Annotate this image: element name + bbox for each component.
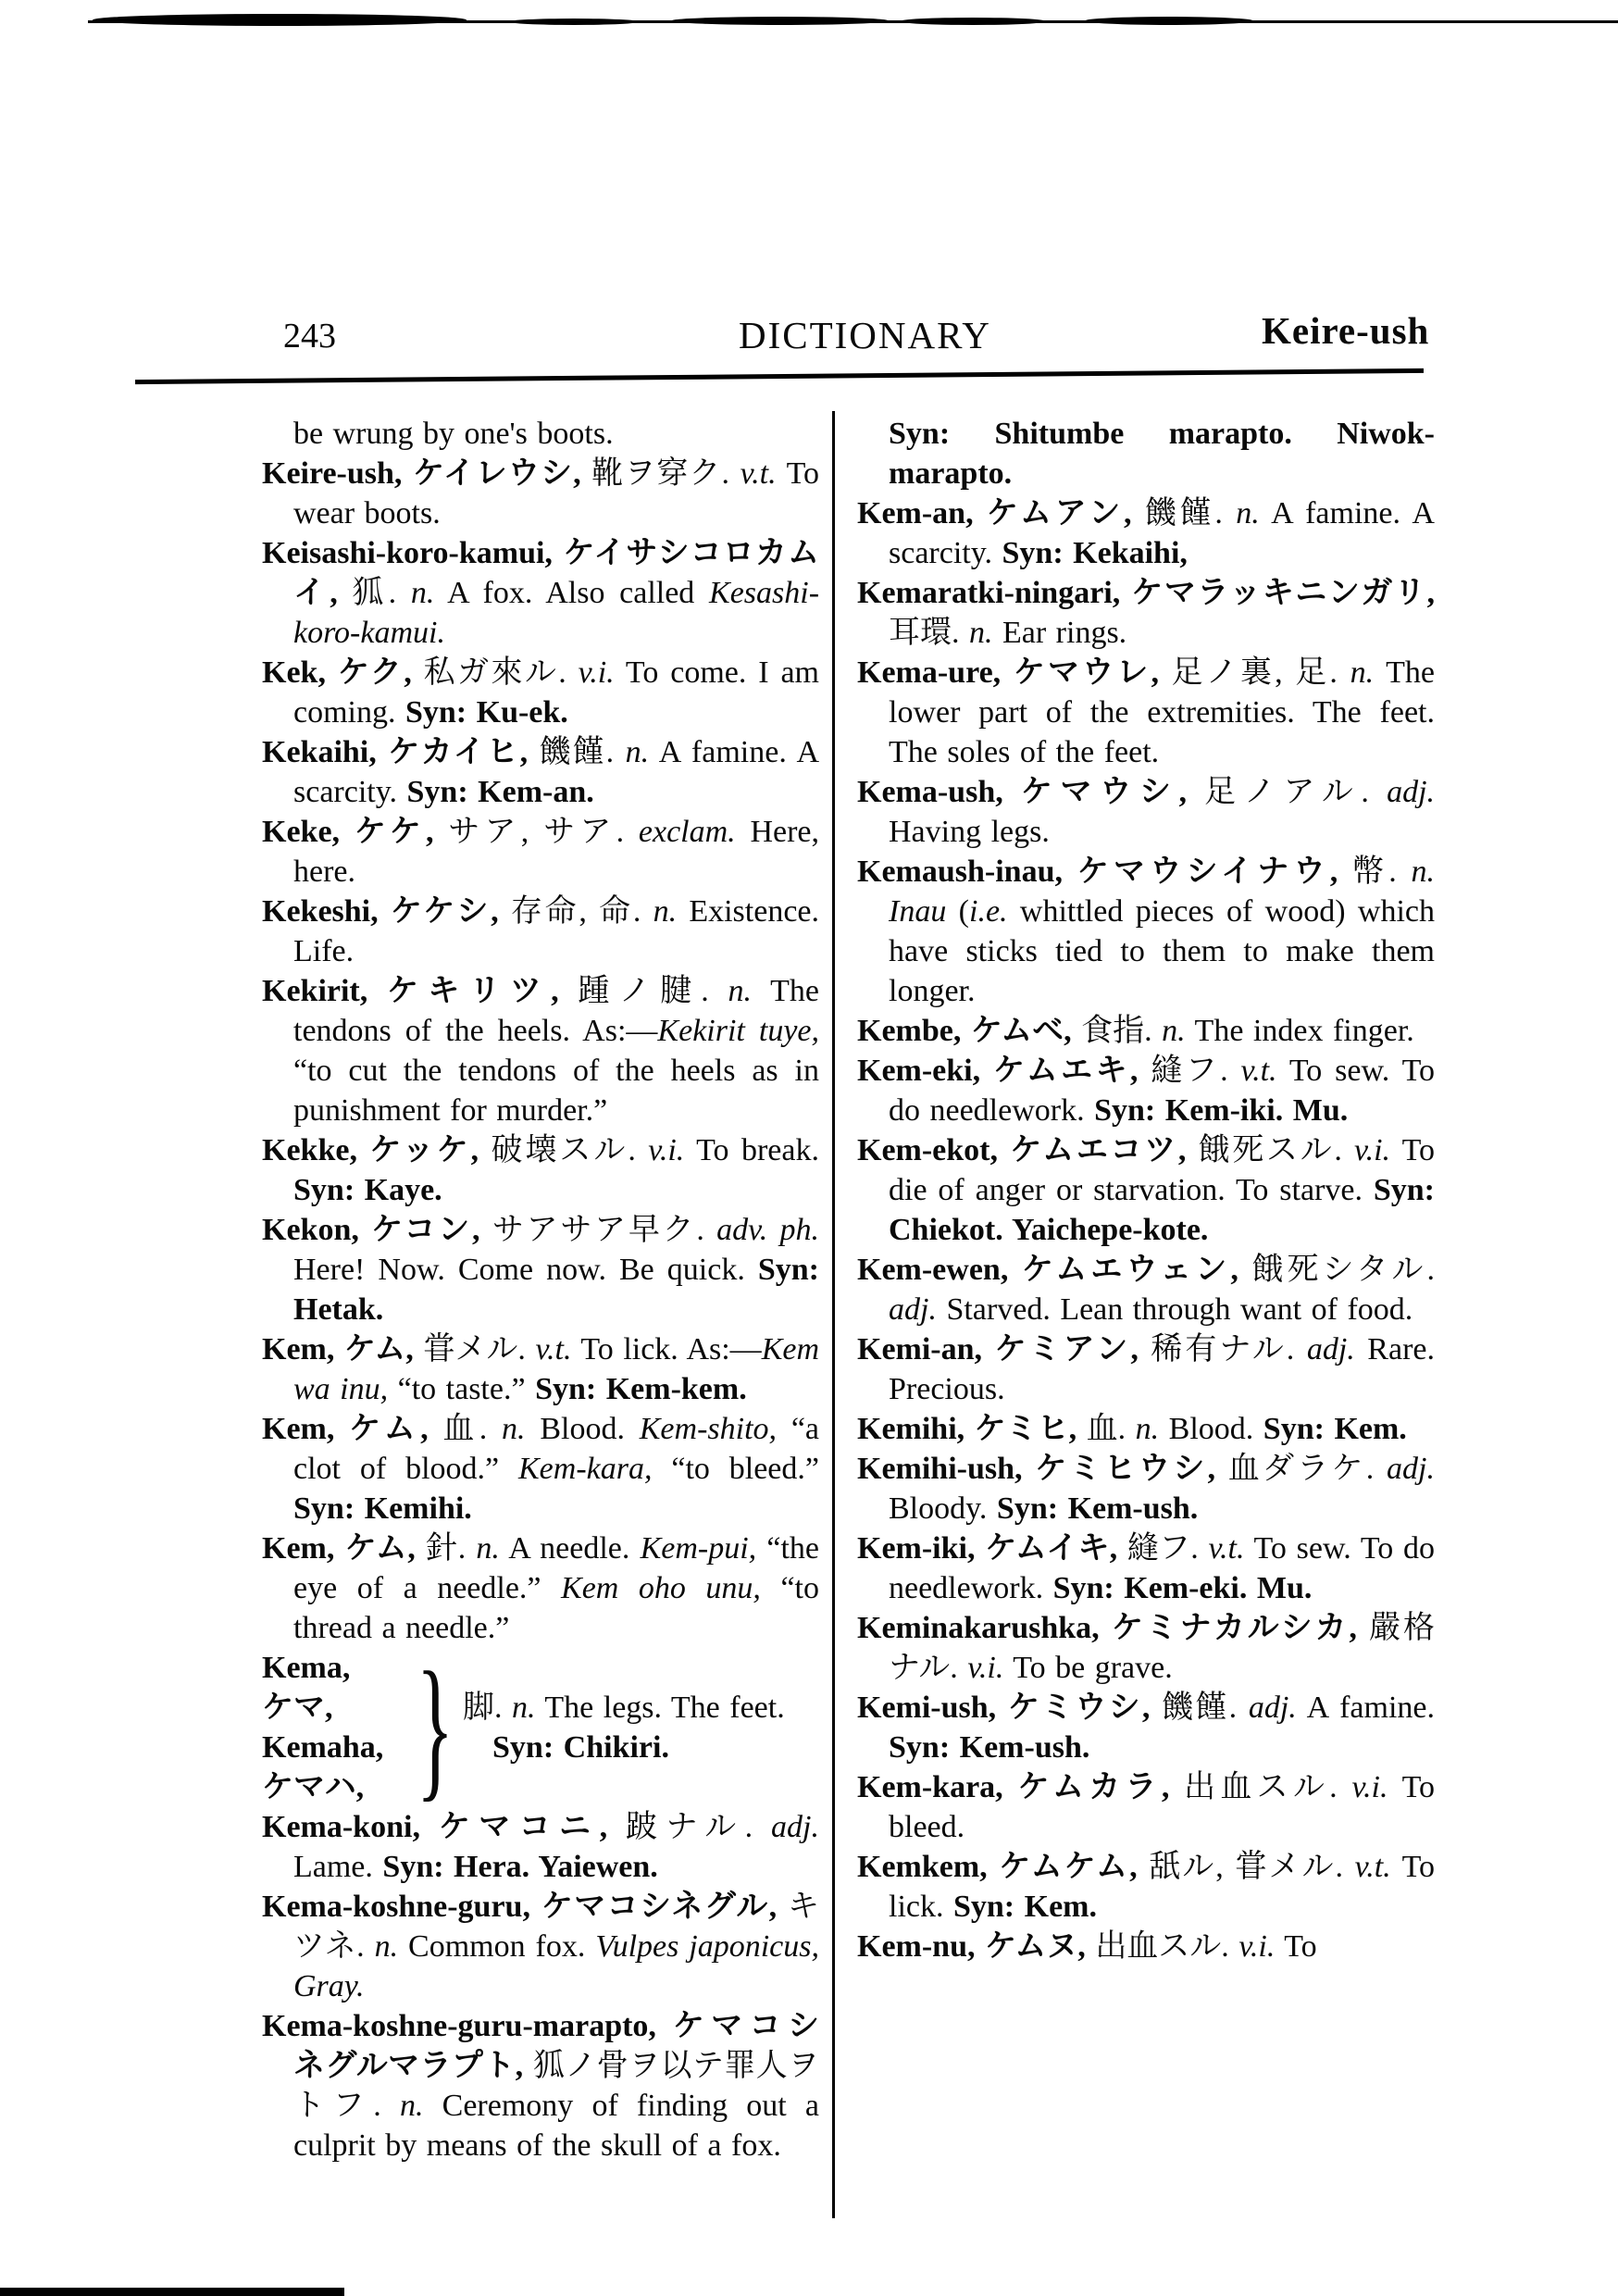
entry-text: 存命, 命. xyxy=(498,894,653,929)
entry-text: A famine. xyxy=(1296,1691,1435,1725)
entry-text: The index finger. xyxy=(1185,1014,1414,1048)
entry-text: 饑饉. xyxy=(1131,496,1237,530)
entry-text: “to thread a needle.” xyxy=(293,1571,819,1645)
scan-artifact-bottom xyxy=(0,2288,344,2296)
entry-text: “to taste.” xyxy=(388,1372,536,1406)
entry-text: 血. xyxy=(1077,1412,1136,1446)
entry-bold-text: ケマウレ, xyxy=(1013,655,1159,690)
entry-text: To lick. As:— xyxy=(571,1332,762,1366)
entry-bold-text: Kem-an, xyxy=(857,496,987,530)
entry-text: Blood. xyxy=(1159,1412,1263,1446)
entry-italic-text: adj. xyxy=(889,1292,937,1327)
entry-bold-text: ケムエキ, xyxy=(993,1054,1139,1088)
entry-italic-text: v.i. xyxy=(1354,1133,1391,1167)
scan-artifact-top-blob xyxy=(93,14,467,26)
entry-text: Here, here. xyxy=(293,815,819,889)
dictionary-entry xyxy=(857,1130,1435,1250)
entry-bold-text: ケカイヒ, xyxy=(388,735,529,769)
entry-italic-text: n. xyxy=(969,616,993,650)
entry-text: 饑饉. xyxy=(1150,1691,1249,1725)
entry-italic-text: v.t. xyxy=(1354,1850,1391,1884)
entry-bold-text: Kem-ekot, xyxy=(857,1133,1011,1167)
entry-text: 舐ル, 甞メル. xyxy=(1137,1850,1355,1884)
entry-text: A fox. Also called xyxy=(434,576,710,610)
scan-artifact-top-blob xyxy=(900,18,1046,25)
entry-italic-text: Inau xyxy=(889,894,947,929)
entry-line xyxy=(463,1688,819,1728)
entry-text: Ceremony of finding out a culprit by means of the skull of a fox. xyxy=(293,2089,820,2163)
entry-italic-text: v.t. xyxy=(740,456,777,491)
entry-text: To sew. To do needlework. xyxy=(889,1054,1435,1128)
entry-italic-text: v.i. xyxy=(1238,1929,1276,1964)
entry-italic-text: n. xyxy=(399,2089,424,2123)
dictionary-entry xyxy=(857,1608,1435,1688)
entry-bold-text: Kek, xyxy=(262,655,338,690)
entry-text: 私ガ來ル. xyxy=(411,655,579,690)
entry-bold-text: Syn: Hera. Yaiewen. xyxy=(382,1850,658,1884)
entry-line xyxy=(463,1728,819,1767)
entry-bold-text: ケミアン, xyxy=(994,1332,1139,1366)
entry-text: whittled pieces of wood) which have sticks tied to them to make them longer. xyxy=(889,894,1436,1008)
entry-text: 耳環. xyxy=(889,616,969,650)
entry-bold-text: Kem, xyxy=(262,1332,344,1366)
dictionary-entry xyxy=(262,1329,819,1409)
entry-text: 狐ノ骨ヲ以テ罪人ヲトフ. xyxy=(293,2049,820,2123)
entry-italic-text: Kem oho unu, xyxy=(561,1571,761,1605)
entry-bold-text: Kembe, xyxy=(857,1014,971,1048)
entry-italic-text: n. xyxy=(1236,496,1260,530)
entry-italic-text: Kem-kara, xyxy=(518,1452,653,1486)
entry-text: “the eye of a needle.” xyxy=(293,1531,819,1605)
entry-text: To be grave. xyxy=(1003,1651,1173,1685)
entry-text: Having legs. xyxy=(889,815,1050,849)
entry-italic-text: v.t. xyxy=(1240,1054,1277,1088)
entry-bold-text: ケク, xyxy=(337,655,412,690)
entry-italic-text: n. xyxy=(653,894,678,929)
entry-text: A needle. xyxy=(499,1531,641,1566)
entry-bold-text: Kekeshi, xyxy=(262,894,391,929)
entry-bold-text: ケムケム, xyxy=(999,1850,1138,1884)
entry-text: A famine. A scarcity. xyxy=(889,496,1435,570)
entry-bold-text: Kem-kara, xyxy=(857,1770,1018,1804)
entry-text: The lower part of the extremities. The feet. The soles of the feet. xyxy=(889,655,1435,769)
entry-italic-text: v.i. xyxy=(578,655,615,690)
entry-bold-text: ケキリツ, xyxy=(387,974,559,1008)
entry-bold-text: Kekke, xyxy=(262,1133,370,1167)
entry-text: 跛ナル. xyxy=(607,1810,772,1844)
guide-word: Keire-ush xyxy=(1262,309,1430,352)
entry-text: 出血スル. xyxy=(1169,1770,1352,1804)
column-divider xyxy=(832,411,835,2218)
dictionary-entry xyxy=(857,1767,1435,1847)
entry-bold-text: ケムヌ, xyxy=(985,1929,1086,1964)
entry-italic-text: n. xyxy=(374,1929,399,1964)
entry-bold-text: ケムエコツ, xyxy=(1010,1133,1187,1167)
entry-bold-text: Syn: Kem-eki. Mu. xyxy=(1052,1571,1313,1605)
entry-text: A famine. A scarcity. xyxy=(293,735,819,809)
entry-italic-text: adj. xyxy=(1387,775,1436,809)
entry-text: Ear rings. xyxy=(992,616,1127,650)
entry-bold-text: ケッケ, xyxy=(369,1133,479,1167)
entry-bold-text: Kem-nu, xyxy=(857,1929,985,1964)
dictionary-entry xyxy=(857,1250,1435,1329)
headword: ケマハ, xyxy=(262,1770,365,1804)
entry-bold-text: ケマコシネグルマラプト, xyxy=(293,2009,819,2083)
entry-bold-text: ケム, xyxy=(344,1531,416,1566)
entry-bold-text: Syn: Chikiri. xyxy=(492,1730,669,1765)
entry-text: To break. xyxy=(684,1133,819,1167)
dictionary-entry xyxy=(857,852,1435,1011)
entry-text: To bleed. xyxy=(889,1770,1436,1844)
entry-text: Bloody. xyxy=(889,1491,997,1526)
entry-italic-text: n. xyxy=(1162,1014,1186,1048)
entry-bold-text: Syn: Hetak. xyxy=(293,1253,819,1327)
dictionary-entry xyxy=(262,1409,819,1529)
entry-text: 嚴格ナル. xyxy=(889,1611,1435,1685)
entry-bold-text: ケマウシ, xyxy=(1020,775,1187,809)
entry-italic-text: adj. xyxy=(1248,1691,1297,1725)
entry-bold-text: Syn: Kem-an. xyxy=(406,775,594,809)
dictionary-entry xyxy=(857,1449,1435,1529)
entry-bold-text: Kem, xyxy=(262,1531,345,1566)
entry-italic-text: Kem-shito, xyxy=(639,1412,778,1446)
entry-bold-text: ケマコニ, xyxy=(438,1810,608,1844)
dictionary-entry xyxy=(262,1529,819,1648)
entry-italic-text: adj. xyxy=(771,1810,819,1844)
entry-bold-text: Syn: Shitumbe marapto. Niwok-marapto. xyxy=(889,417,1435,491)
entry-bold-text: ケムベ, xyxy=(970,1014,1072,1048)
entry-text: 血. xyxy=(428,1412,503,1446)
entry-italic-text: n. xyxy=(728,974,752,1008)
entry-italic-text: n. xyxy=(476,1531,500,1566)
entry-text: Rare. Precious. xyxy=(889,1332,1435,1406)
entry-text: 針. xyxy=(415,1531,477,1566)
entry-continuation xyxy=(857,414,1435,493)
entry-text: To come. I am coming. xyxy=(293,655,819,730)
dictionary-entry xyxy=(857,1847,1435,1927)
entry-continuation xyxy=(262,414,819,454)
entry-italic-text: n. xyxy=(410,576,435,610)
entry-bold-text: ケムカラ, xyxy=(1017,1770,1170,1804)
entry-bold-text: Kema-koshne-guru-marapto, xyxy=(262,2009,673,2043)
dictionary-entry xyxy=(857,1011,1435,1051)
entry-bold-text: Kemi-an, xyxy=(857,1332,995,1366)
entry-text: “to cut the tendons of the heels as in punishment for murder.” xyxy=(293,1054,819,1128)
dictionary-entry xyxy=(857,573,1435,653)
entry-italic-text: v.i. xyxy=(648,1133,685,1167)
entry-italic-text: i.e. xyxy=(969,894,1008,929)
entry-text: Lame. xyxy=(293,1850,383,1884)
entry-text: 餓死スル. xyxy=(1186,1133,1355,1167)
entry-text: 餓死シタル. xyxy=(1238,1253,1435,1287)
dictionary-entry xyxy=(262,2006,819,2165)
headword: Kemaha, xyxy=(262,1730,384,1765)
entry-bold-text: Kekon, xyxy=(262,1213,372,1247)
entry-bold-text: Kem, xyxy=(262,1412,350,1446)
entry-text: Existence. Life. xyxy=(293,894,820,968)
entry-text: 踵ノ腱. xyxy=(558,974,728,1008)
entry-italic-text: Kem-pui, xyxy=(640,1531,757,1566)
entry-bold-text: Kemihi-ush, xyxy=(857,1452,1036,1486)
entry-bold-text: ケミヒウシ, xyxy=(1035,1452,1216,1486)
entry-italic-text: adv. ph. xyxy=(716,1213,820,1247)
entry-italic-text: exclam. xyxy=(638,815,736,849)
entry-italic-text: Kekirit tuye, xyxy=(657,1014,819,1048)
entry-text: 狐. xyxy=(337,576,411,610)
entry-bold-text: Keminakarushka, xyxy=(857,1611,1113,1645)
entry-text: “to bleed.” xyxy=(652,1452,819,1486)
entry-text: 足ノ裏, 足. xyxy=(1158,655,1350,690)
entry-text: 出血スル. xyxy=(1085,1929,1239,1964)
dictionary-entry xyxy=(857,1329,1435,1409)
entry-text: 幣. xyxy=(1338,855,1412,889)
entry-bold-text: Kemkem, xyxy=(857,1850,1000,1884)
entry-italic-text: n. xyxy=(1411,855,1435,889)
entry-text: Common fox. xyxy=(398,1929,596,1964)
entry-bold-text: Kema-ure, xyxy=(857,655,1014,690)
entry-bold-text: Syn: Kekaihi, xyxy=(1002,536,1188,570)
entry-text: To xyxy=(1275,1929,1317,1964)
entry-text: 靴ヲ穿ク. xyxy=(580,456,741,491)
entry-text: 甞メル. xyxy=(413,1332,536,1366)
dictionary-entry xyxy=(262,454,819,533)
headword: Kema, xyxy=(262,1651,351,1685)
entry-italic-text: n. xyxy=(625,735,650,769)
entry-bold-text: Syn: Kem. xyxy=(952,1890,1097,1924)
dictionary-entry xyxy=(857,1409,1435,1449)
entry-text: The legs. The feet. xyxy=(535,1691,785,1725)
entry-bold-text: Kem-iki, xyxy=(857,1531,986,1566)
dictionary-entry xyxy=(262,1130,819,1210)
entry-bold-text: ケマウシイナウ, xyxy=(1077,855,1338,889)
entry-bold-text: ケミナカルシカ, xyxy=(1112,1611,1357,1645)
entry-text: To lick. xyxy=(889,1850,1436,1924)
entry-italic-text: Vulpes japonicus, Gray. xyxy=(293,1929,819,2003)
entry-bold-text: ケケシ, xyxy=(390,894,499,929)
page-title: DICTIONARY xyxy=(739,314,991,356)
entry-bold-text: ケマコシネグル, xyxy=(541,1890,778,1924)
entry-bold-text: Kema-ush, xyxy=(857,775,1021,809)
scan-artifact-top-blob xyxy=(671,17,889,25)
entry-bold-text: ケイサシコロカムイ, xyxy=(293,536,819,610)
entry-bold-text: Kemi-ush, xyxy=(857,1691,1008,1725)
entry-italic-text: v.t. xyxy=(535,1332,572,1366)
entry-bold-text: ケムイキ, xyxy=(985,1531,1118,1566)
entry-text: 脚. xyxy=(463,1691,512,1725)
entry-bold-text: ケムエウェン, xyxy=(1021,1253,1238,1287)
dictionary-entry xyxy=(262,812,819,892)
entry-italic-text: n. xyxy=(512,1691,536,1725)
entry-bold-text: ケイレウシ, xyxy=(413,456,581,491)
entry-italic-text: adj. xyxy=(1306,1332,1355,1366)
entry-italic-text: v.i. xyxy=(1351,1770,1388,1804)
entry-bold-text: Kemaratki-ningari, xyxy=(857,576,1132,610)
entry-bold-text: Kemihi, xyxy=(857,1412,975,1446)
entry-bold-text: ケム, xyxy=(343,1332,414,1366)
header-rule xyxy=(135,368,1424,384)
entry-bold-text: Kekirit, xyxy=(262,974,388,1008)
entry-bold-text: Kem-eki, xyxy=(857,1054,994,1088)
entry-text: 縫フ. xyxy=(1117,1531,1209,1566)
entry-text: 血ダラケ. xyxy=(1215,1452,1388,1486)
entry-bold-text: Syn: Ku-ek. xyxy=(404,695,568,730)
dictionary-entry xyxy=(262,1807,819,1887)
entry-bold-text: Keisashi-koro-kamui, xyxy=(262,536,564,570)
dictionary-entry xyxy=(262,1210,819,1329)
column-left xyxy=(262,414,819,2165)
dictionary-entry-brace-group xyxy=(262,1639,819,1816)
dictionary-entry xyxy=(857,1051,1435,1130)
dictionary-entry xyxy=(262,971,819,1130)
entry-bold-text: ケケ, xyxy=(354,815,434,849)
entry-text: The tendons of the heels. As:— xyxy=(293,974,820,1048)
dictionary-entry xyxy=(857,493,1435,573)
entry-text: 破壊スル. xyxy=(479,1133,649,1167)
entry-bold-text: Keke, xyxy=(262,815,355,849)
brace-definition xyxy=(455,1688,819,1767)
scan-artifact-top-blob xyxy=(509,19,639,25)
entry-text: サア, サア. xyxy=(433,815,639,849)
dictionary-entry xyxy=(857,653,1435,772)
entry-text: Starved. Lean through want of food. xyxy=(936,1292,1413,1327)
headword: ケマ, xyxy=(262,1691,333,1725)
entry-italic-text: Kem wa inu, xyxy=(293,1332,820,1406)
entry-bold-text: Syn: Kemihi. xyxy=(293,1491,472,1526)
entry-italic-text: Kesashi-koro-kamui. xyxy=(293,576,820,650)
entry-bold-text: Kem-ewen, xyxy=(857,1253,1022,1287)
entry-text: “a clot of blood.” xyxy=(293,1412,820,1486)
entry-bold-text: Keire-ush, xyxy=(262,456,414,491)
entry-bold-text: Kema-koni, xyxy=(262,1810,439,1844)
entry-text: To sew. To do needlework. xyxy=(889,1531,1435,1605)
entry-text: 足ノアル. xyxy=(1187,775,1388,809)
entry-text: 稀有ナル. xyxy=(1138,1332,1307,1366)
entry-bold-text: Syn: Kem. xyxy=(1263,1412,1407,1446)
entry-italic-text: adj. xyxy=(1387,1452,1435,1486)
entry-bold-text: ケムアン, xyxy=(986,496,1132,530)
entry-bold-text: ケミウシ, xyxy=(1007,1691,1151,1725)
entry-bold-text: ケマラッキニンガリ, xyxy=(1131,576,1435,610)
entry-bold-text: ケコン, xyxy=(371,1213,480,1247)
entry-text: Here! Now. Come now. Be quick. xyxy=(293,1253,758,1287)
dictionary-entry xyxy=(857,772,1435,852)
entry-text: To die of anger or starvation. To starve. xyxy=(889,1133,1435,1207)
entry-bold-text: ケミヒ, xyxy=(974,1412,1077,1446)
entry-text: ( xyxy=(946,894,970,929)
entry-text: To wear boots. xyxy=(293,456,819,530)
dictionary-entry xyxy=(262,892,819,971)
entry-text: 縫フ. xyxy=(1138,1054,1241,1088)
entry-text: 食指. xyxy=(1071,1014,1163,1048)
entry-bold-text: Syn: Kem-ush. xyxy=(996,1491,1199,1526)
entry-text: be wrung by one's boots. xyxy=(293,417,614,451)
brace-headwords xyxy=(262,1648,415,1807)
entry-text: キツネ. xyxy=(293,1890,819,1964)
dictionary-entry xyxy=(857,1529,1435,1608)
entry-bold-text: Syn: Kem-ush. xyxy=(889,1730,1090,1765)
entry-bold-text: Kemaush-inau, xyxy=(857,855,1077,889)
entry-text: サアサア早ク. xyxy=(479,1213,717,1247)
entry-text: 饑饉. xyxy=(528,735,626,769)
dictionary-entry xyxy=(857,1927,1435,1966)
entry-bold-text: Kema-koshne-guru, xyxy=(262,1890,541,1924)
entry-italic-text: n. xyxy=(1350,655,1375,690)
entry-italic-text: v.i. xyxy=(967,1651,1004,1685)
entry-italic-text: v.t. xyxy=(1208,1531,1245,1566)
dictionary-entry xyxy=(262,653,819,732)
column-right xyxy=(857,414,1435,1966)
dictionary-entry xyxy=(262,732,819,812)
entry-italic-text: n. xyxy=(502,1412,526,1446)
entry-bold-text: ケム, xyxy=(349,1412,429,1446)
brace-icon: } xyxy=(416,1639,454,1816)
entry-italic-text: n. xyxy=(1135,1412,1160,1446)
dictionary-entry xyxy=(262,533,819,653)
dictionary-entry xyxy=(262,1887,819,2006)
dictionary-entry xyxy=(857,1688,1435,1767)
entry-bold-text: Syn: Kem-iki. Mu. xyxy=(1094,1093,1349,1128)
page-number: 243 xyxy=(283,317,336,356)
entry-text: Blood. xyxy=(525,1412,640,1446)
entry-bold-text: Kekaihi, xyxy=(262,735,389,769)
entry-bold-text: Syn: Kem-kem. xyxy=(535,1372,747,1406)
entry-bold-text: Syn: Kaye. xyxy=(293,1173,442,1207)
entry-bold-text: Syn: Chiekot. Yaichepe-kote. xyxy=(889,1173,1435,1247)
scan-artifact-top-blob xyxy=(1085,17,1253,25)
